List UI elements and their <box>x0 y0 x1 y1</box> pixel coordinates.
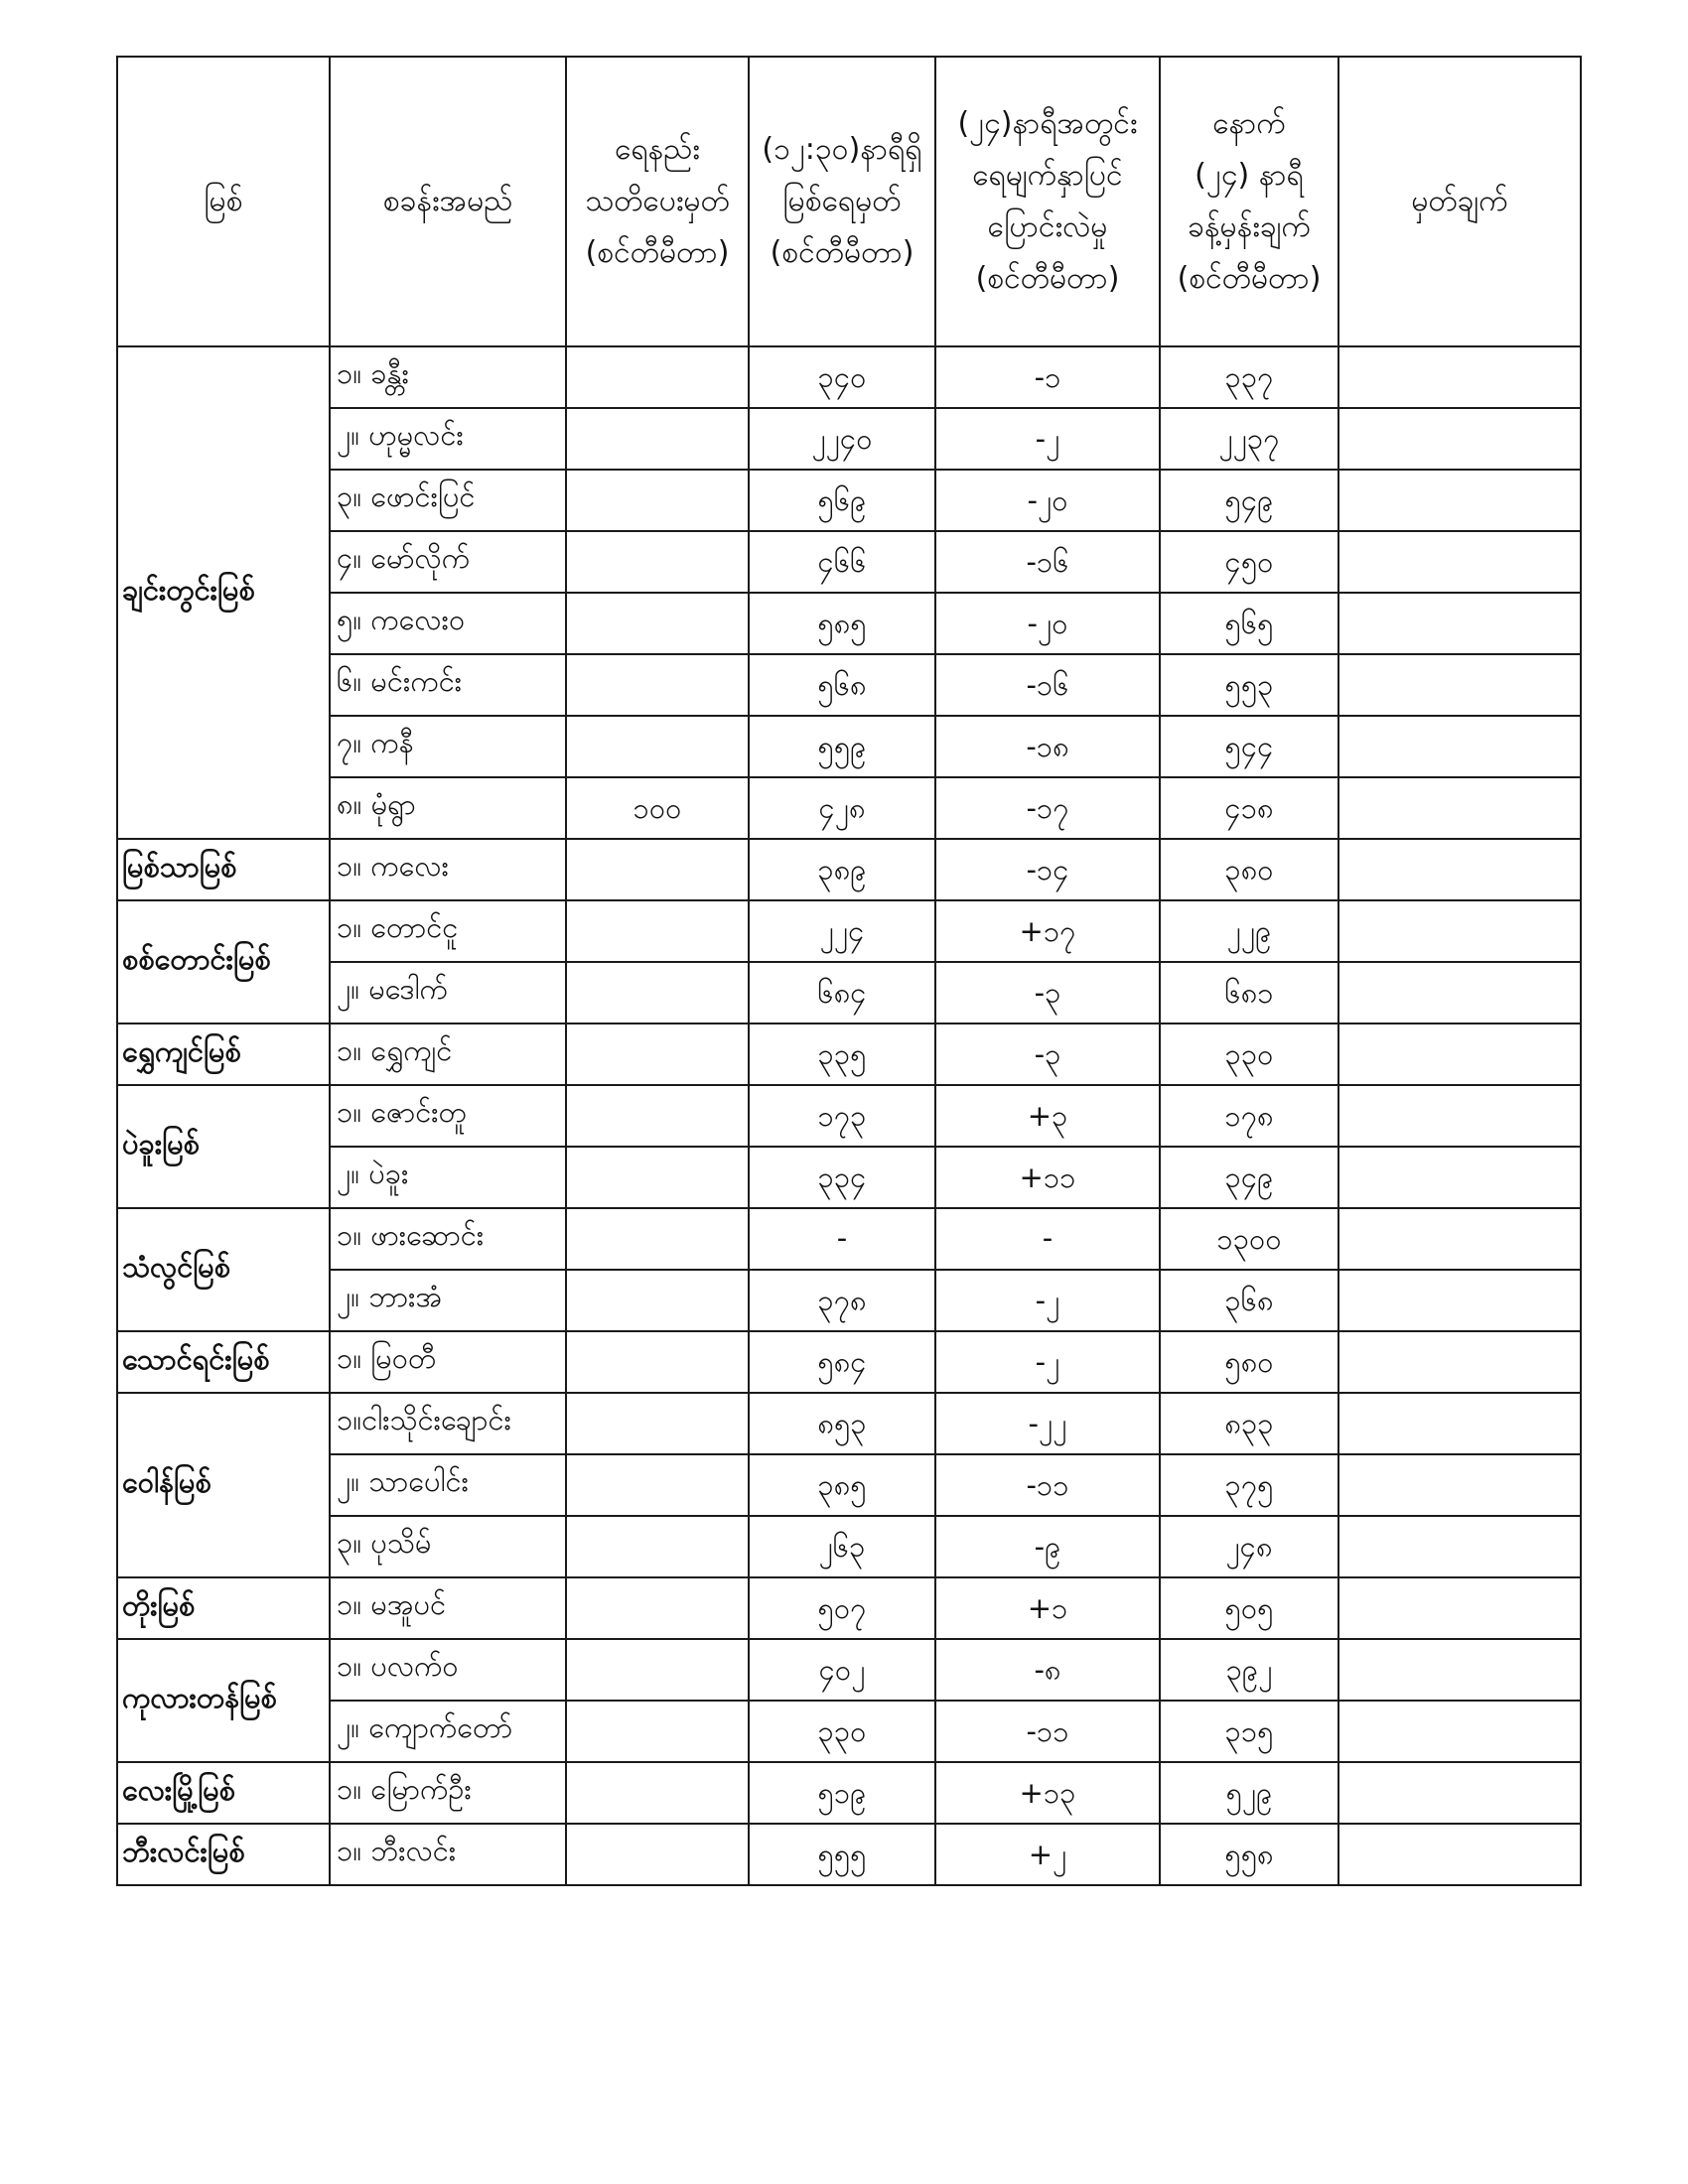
forecast-cell: ၃၄၉ <box>1160 1147 1338 1208</box>
table-row <box>117 1393 1581 1454</box>
change-cell: +၁ <box>935 1577 1160 1639</box>
river-name-cell: မြစ်သာမြစ် <box>117 839 330 900</box>
table-row <box>117 1824 1581 1885</box>
table-row <box>117 716 1581 777</box>
remarks-cell <box>1338 1085 1581 1147</box>
change-cell: -၁၄ <box>935 839 1160 900</box>
river-name-cell: ကုလားတန်မြစ် <box>117 1639 330 1762</box>
forecast-cell: ၈၃၃ <box>1160 1393 1338 1454</box>
header-river: မြစ် <box>117 57 330 346</box>
header-line: ရေနည်း <box>615 132 700 167</box>
forecast-cell: ၄၁၈ <box>1160 777 1338 839</box>
header-line: ပြောင်းလဲမှု <box>987 209 1108 244</box>
water-level-cell: ၃၈၉ <box>749 839 935 900</box>
forecast-cell: ၃၉၂ <box>1160 1639 1338 1701</box>
remarks-cell <box>1338 531 1581 593</box>
water-level-cell: ၃၈၅ <box>749 1454 935 1516</box>
station-name-cell: ၁။ ရွှေကျင် <box>330 1024 566 1085</box>
danger-level-cell <box>566 1208 749 1270</box>
change-cell: +၂ <box>935 1824 1160 1885</box>
water-level-cell: ၅၆၈ <box>749 654 935 716</box>
danger-level-cell <box>566 346 749 408</box>
danger-level-cell <box>566 839 749 900</box>
danger-level-cell <box>566 1147 749 1208</box>
station-name-cell: ၆။ မင်းကင်း <box>330 654 566 716</box>
change-cell: -၃ <box>935 1024 1160 1085</box>
station-name-cell: ၄။ မော်လိုက် <box>330 531 566 593</box>
remarks-cell <box>1338 470 1581 531</box>
change-cell: +၁၇ <box>935 900 1160 962</box>
forecast-cell: ၅၀၅ <box>1160 1577 1338 1639</box>
table-row <box>117 962 1581 1024</box>
forecast-cell: ၂၂၉ <box>1160 900 1338 962</box>
header-remarks: မှတ်ချက် <box>1338 57 1581 346</box>
change-cell: -၂၀ <box>935 593 1160 654</box>
forecast-cell: ၂၄၈ <box>1160 1516 1338 1577</box>
table-row <box>117 1516 1581 1577</box>
remarks-cell <box>1338 1393 1581 1454</box>
table-row <box>117 1024 1581 1085</box>
remarks-cell <box>1338 900 1581 962</box>
station-name-cell: ၁။ မြဝတီ <box>330 1331 566 1393</box>
table-row <box>117 1762 1581 1824</box>
header-line: (စင်တီမီတာ) <box>585 235 730 270</box>
water-level-cell: ၃၃၄ <box>749 1147 935 1208</box>
forecast-cell: ၅၂၉ <box>1160 1762 1338 1824</box>
water-level-cell: ၃၇၈ <box>749 1270 935 1331</box>
forecast-cell: ၃၃၀ <box>1160 1024 1338 1085</box>
river-name-cell: လေးမြို့မြစ် <box>117 1762 330 1824</box>
change-cell: -၁၆ <box>935 654 1160 716</box>
change-cell: -၃ <box>935 962 1160 1024</box>
remarks-cell <box>1338 1147 1581 1208</box>
header-line: (၂၄)နာရီအတွင်း <box>957 106 1138 141</box>
table-row <box>117 900 1581 962</box>
remarks-cell <box>1338 839 1581 900</box>
change-cell: -၈ <box>935 1639 1160 1701</box>
header-line: ရေမျက်နှာပြင် <box>972 158 1123 193</box>
change-cell: +၃ <box>935 1085 1160 1147</box>
remarks-cell <box>1338 1516 1581 1577</box>
header-line: (စင်တီမီတာ) <box>975 261 1120 296</box>
change-cell: +၁၃ <box>935 1762 1160 1824</box>
table-row <box>117 777 1581 839</box>
header-water-level <box>749 57 935 346</box>
table-row <box>117 839 1581 900</box>
table-row <box>117 531 1581 593</box>
forecast-cell: ၅၄၉ <box>1160 470 1338 531</box>
table-row <box>117 1701 1581 1762</box>
remarks-cell <box>1338 408 1581 470</box>
water-level-cell: ၄၀၂ <box>749 1639 935 1701</box>
station-name-cell: ၂။ မဒေါက် <box>330 962 566 1024</box>
header-line: နောက် <box>1212 106 1286 141</box>
remarks-cell <box>1338 1024 1581 1085</box>
forecast-cell: ၃၈၀ <box>1160 839 1338 900</box>
table-row <box>117 654 1581 716</box>
water-level-cell: ၄၂၈ <box>749 777 935 839</box>
table-row <box>117 1454 1581 1516</box>
remarks-cell <box>1338 716 1581 777</box>
forecast-cell: ၄၅၀ <box>1160 531 1338 593</box>
water-level-cell: ၅၅၅ <box>749 1824 935 1885</box>
water-level-cell: ၃၃၀ <box>749 1701 935 1762</box>
table-row <box>117 1639 1581 1701</box>
station-name-cell: ၂။ ဘားအံ <box>330 1270 566 1331</box>
remarks-cell <box>1338 1824 1581 1885</box>
danger-level-cell <box>566 408 749 470</box>
station-name-cell: ၁။ မအူပင် <box>330 1577 566 1639</box>
table-row <box>117 408 1581 470</box>
remarks-cell <box>1338 346 1581 408</box>
water-level-cell: ၅၆၉ <box>749 470 935 531</box>
change-cell: -၁၇ <box>935 777 1160 839</box>
station-name-cell: ၁။ငါးသိုင်းချောင်း <box>330 1393 566 1454</box>
change-cell: -၁၁ <box>935 1454 1160 1516</box>
water-level-cell: ၂၂၄၀ <box>749 408 935 470</box>
header-line: သတိပေးမှတ် <box>585 184 730 218</box>
station-name-cell: ၇။ ကနီ <box>330 716 566 777</box>
change-cell: -၂ <box>935 1270 1160 1331</box>
change-cell: -၂ <box>935 1331 1160 1393</box>
water-level-cell: ၁၇၃ <box>749 1085 935 1147</box>
change-cell: -၂ <box>935 408 1160 470</box>
river-name-cell: ချင်းတွင်းမြစ် <box>117 346 330 839</box>
remarks-cell <box>1338 654 1581 716</box>
change-cell: -၂၂ <box>935 1393 1160 1454</box>
danger-level-cell: ၁၀၀ <box>566 777 749 839</box>
water-level-cell: ၄၆၆ <box>749 531 935 593</box>
station-name-cell: ၁။ ဘီးလင်း <box>330 1824 566 1885</box>
remarks-cell <box>1338 593 1581 654</box>
danger-level-cell <box>566 962 749 1024</box>
table-row <box>117 1577 1581 1639</box>
danger-level-cell <box>566 531 749 593</box>
remarks-cell <box>1338 777 1581 839</box>
danger-level-cell <box>566 1762 749 1824</box>
forecast-cell: ၃၇၅ <box>1160 1454 1338 1516</box>
danger-level-cell <box>566 470 749 531</box>
remarks-cell <box>1338 1208 1581 1270</box>
table-row <box>117 1331 1581 1393</box>
station-name-cell: ၁။ ခန္တီး <box>330 346 566 408</box>
station-name-cell: ၈။ မုံရွာ <box>330 777 566 839</box>
river-name-cell: ပဲခူးမြစ် <box>117 1085 330 1208</box>
header-line: မြစ်ရေမှတ် <box>782 184 902 218</box>
table-row <box>117 1270 1581 1331</box>
change-cell: - <box>935 1208 1160 1270</box>
water-level-cell: ၂၂၄ <box>749 900 935 962</box>
header-line: ခန့်မှန်းချက် <box>1188 209 1311 244</box>
table-row <box>117 1147 1581 1208</box>
river-name-cell: ရွှေကျင်မြစ် <box>117 1024 330 1085</box>
water-level-cell: ၃၃၅ <box>749 1024 935 1085</box>
remarks-cell <box>1338 1331 1581 1393</box>
table-row <box>117 346 1581 408</box>
water-level-cell: ၅၈၅ <box>749 593 935 654</box>
river-name-cell: သံလွင်မြစ် <box>117 1208 330 1331</box>
station-name-cell: ၂။ ပဲခူး <box>330 1147 566 1208</box>
river-name-cell: ဝေါန်မြစ် <box>117 1393 330 1577</box>
forecast-cell: ၁၇၈ <box>1160 1085 1338 1147</box>
danger-level-cell <box>566 1270 749 1331</box>
remarks-cell <box>1338 1270 1581 1331</box>
forecast-cell: ၅၅၃ <box>1160 654 1338 716</box>
remarks-cell <box>1338 1701 1581 1762</box>
forecast-cell: ၁၃၀၀ <box>1160 1208 1338 1270</box>
header-line: (၂၄) နာရီ <box>1195 158 1304 193</box>
danger-level-cell <box>566 1085 749 1147</box>
forecast-cell: ၃၆၈ <box>1160 1270 1338 1331</box>
water-level-cell: ၂၆၃ <box>749 1516 935 1577</box>
station-name-cell: ၂။ ကျောက်တော် <box>330 1701 566 1762</box>
danger-level-cell <box>566 1024 749 1085</box>
danger-level-cell <box>566 1824 749 1885</box>
water-level-cell: ၈၅၃ <box>749 1393 935 1454</box>
station-name-cell: ၁။ ဇောင်းတူ <box>330 1085 566 1147</box>
change-cell: -၁၁ <box>935 1701 1160 1762</box>
table-row <box>117 593 1581 654</box>
table-row <box>117 470 1581 531</box>
danger-level-cell <box>566 654 749 716</box>
water-level-cell: ၅၅၉ <box>749 716 935 777</box>
danger-level-cell <box>566 1516 749 1577</box>
change-cell: -၉ <box>935 1516 1160 1577</box>
station-name-cell: ၂။ ဟုမ္မလင်း <box>330 408 566 470</box>
station-name-cell: ၁။ တောင်ငူ <box>330 900 566 962</box>
danger-level-cell <box>566 1393 749 1454</box>
danger-level-cell <box>566 1331 749 1393</box>
station-name-cell: ၁။ ကလေး <box>330 839 566 900</box>
water-level-cell: ၅၀၇ <box>749 1577 935 1639</box>
river-name-cell: စစ်တောင်းမြစ် <box>117 900 330 1024</box>
forecast-cell: ၃၁၅ <box>1160 1701 1338 1762</box>
river-name-cell: ဘီးလင်းမြစ် <box>117 1824 330 1885</box>
danger-level-cell <box>566 1701 749 1762</box>
header-station: စခန်းအမည် <box>330 57 566 346</box>
water-level-cell: ၆၈၄ <box>749 962 935 1024</box>
danger-level-cell <box>566 900 749 962</box>
header-danger-level <box>566 57 749 346</box>
header-forecast <box>1160 57 1338 346</box>
table-header-row <box>117 57 1581 346</box>
danger-level-cell <box>566 593 749 654</box>
remarks-cell <box>1338 1454 1581 1516</box>
change-cell: -၁၈ <box>935 716 1160 777</box>
forecast-cell: ၂၂၃၇ <box>1160 408 1338 470</box>
remarks-cell <box>1338 1762 1581 1824</box>
forecast-cell: ၅၄၄ <box>1160 716 1338 777</box>
header-24h-change <box>935 57 1160 346</box>
station-name-cell: ၁။ ဖားဆောင်း <box>330 1208 566 1270</box>
forecast-cell: ၅၈၀ <box>1160 1331 1338 1393</box>
station-name-cell: ၅။ ကလေးဝ <box>330 593 566 654</box>
station-name-cell: ၂။ သာပေါင်း <box>330 1454 566 1516</box>
remarks-cell <box>1338 962 1581 1024</box>
river-name-cell: တိုးမြစ် <box>117 1577 330 1639</box>
forecast-cell: ၆၈၁ <box>1160 962 1338 1024</box>
change-cell: -၁ <box>935 346 1160 408</box>
header-line: (၁၂:၃၀)နာရီရှိ <box>762 132 922 167</box>
table-body <box>117 346 1581 1885</box>
change-cell: -၂၀ <box>935 470 1160 531</box>
forecast-cell: ၃၃၇ <box>1160 346 1338 408</box>
danger-level-cell <box>566 1454 749 1516</box>
station-name-cell: ၁။ မြောက်ဦး <box>330 1762 566 1824</box>
forecast-cell: ၅၅၈ <box>1160 1824 1338 1885</box>
header-line: (စင်တီမီတာ) <box>770 235 914 270</box>
change-cell: +၁၁ <box>935 1147 1160 1208</box>
remarks-cell <box>1338 1577 1581 1639</box>
water-level-cell: ၅၈၄ <box>749 1331 935 1393</box>
water-level-cell: ၅၁၉ <box>749 1762 935 1824</box>
station-name-cell: ၃။ ပုသိမ် <box>330 1516 566 1577</box>
station-name-cell: ၁။ ပလက်ဝ <box>330 1639 566 1701</box>
table-row <box>117 1085 1581 1147</box>
forecast-cell: ၅၆၅ <box>1160 593 1338 654</box>
river-water-level-table <box>116 56 1582 1886</box>
danger-level-cell <box>566 1577 749 1639</box>
remarks-cell <box>1338 1639 1581 1701</box>
danger-level-cell <box>566 716 749 777</box>
danger-level-cell <box>566 1639 749 1701</box>
river-name-cell: သောင်ရင်းမြစ် <box>117 1331 330 1393</box>
change-cell: -၁၆ <box>935 531 1160 593</box>
table-row <box>117 1208 1581 1270</box>
station-name-cell: ၃။ ဖောင်းပြင် <box>330 470 566 531</box>
water-level-cell: ၃၄၀ <box>749 346 935 408</box>
water-level-cell: - <box>749 1208 935 1270</box>
header-line: (စင်တီမီတာ) <box>1177 261 1322 296</box>
